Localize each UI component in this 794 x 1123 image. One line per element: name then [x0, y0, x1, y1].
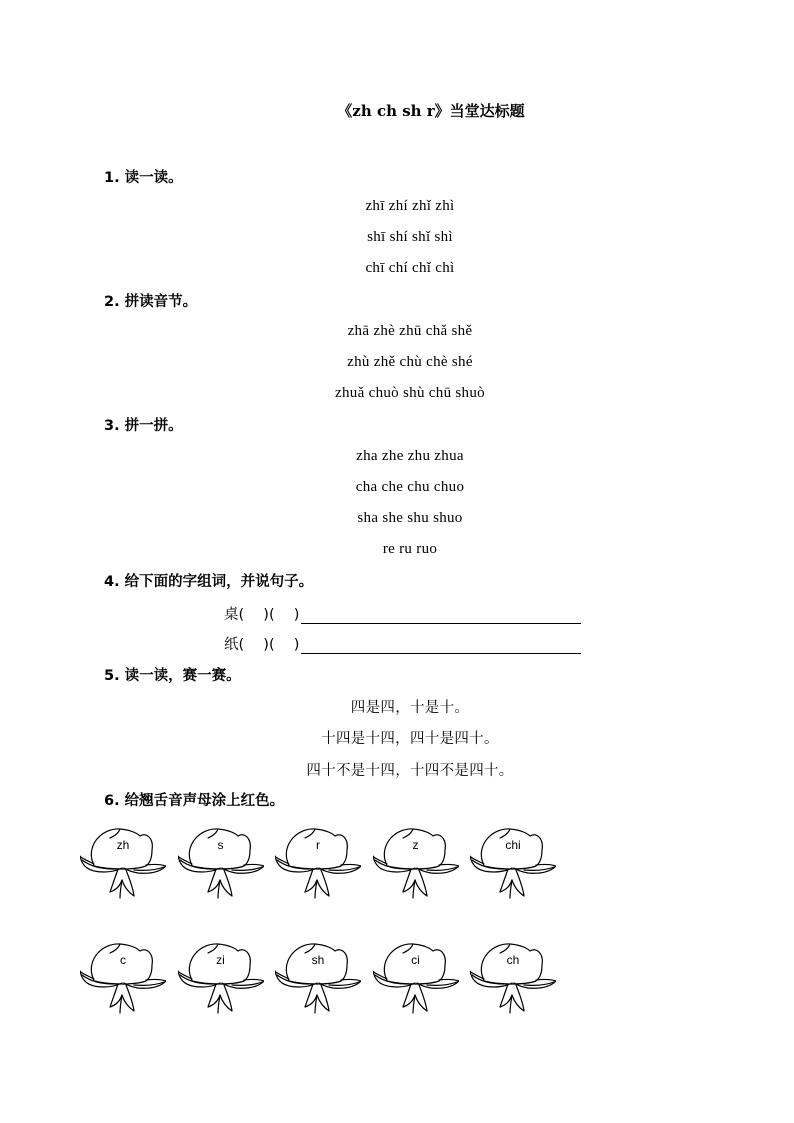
- pinyin-line: sha she shu shuo: [357, 510, 463, 526]
- pinyin-line: zhī zhí zhǐ zhì: [365, 198, 455, 214]
- section6-heading: 6. 给翘舌音声母涂上红色。: [104, 793, 285, 809]
- peach-outline: [470, 935, 556, 1015]
- peach-item[interactable]: [178, 820, 264, 900]
- peach-item[interactable]: [470, 820, 556, 900]
- section3-heading: 3. 拼一拼。: [104, 418, 183, 434]
- peach-label: z: [412, 838, 419, 852]
- peach-label: sh: [311, 953, 325, 967]
- peach-outline: [80, 935, 166, 1015]
- peach-label: s: [217, 838, 224, 852]
- peach-outline: [373, 820, 459, 900]
- pinyin-line: re ru ruo: [382, 541, 438, 557]
- peach-outline: [470, 820, 556, 900]
- pinyin-line: zhā zhè zhū chǎ shě: [347, 323, 473, 339]
- page-title: 《zh ch sh r》当堂达标题: [337, 102, 525, 120]
- peach-outline: [178, 820, 264, 900]
- section2-heading: 2. 拼读音节。: [104, 294, 198, 310]
- pinyin-line: zha zhe zhu zhua: [356, 448, 464, 464]
- peach-outline: [275, 820, 361, 900]
- peach-item[interactable]: [373, 935, 459, 1015]
- word-row: [224, 633, 581, 654]
- peach-item[interactable]: [275, 935, 361, 1015]
- section5-heading: 5. 读一读，赛一赛。: [104, 668, 241, 684]
- pinyin-line: zhuǎ chuò shù chū shuò: [335, 385, 485, 401]
- sentence-blank[interactable]: [301, 609, 581, 624]
- word-char: 桌: [224, 607, 239, 623]
- peach-item[interactable]: [275, 820, 361, 900]
- peach-label: zh: [116, 838, 130, 852]
- section4-heading: 4. 给下面的字组词，并说句子。: [104, 574, 314, 590]
- peach-label: c: [120, 953, 126, 967]
- word-row: [224, 603, 581, 624]
- answer-paren[interactable]: ( ): [238, 637, 269, 653]
- tongue-twister-line: 十四是十四，四十是四十。: [321, 731, 499, 747]
- sentence-blank[interactable]: [301, 639, 581, 654]
- pinyin-line: zhù zhě chù chè shé: [347, 354, 473, 370]
- word-char: 纸: [224, 637, 239, 653]
- peach-item[interactable]: [470, 935, 556, 1015]
- peach-outline: [80, 820, 166, 900]
- peach-item[interactable]: [373, 820, 459, 900]
- tongue-twister-line: 四十不是十四，十四不是四十。: [306, 763, 514, 779]
- peach-label: r: [316, 838, 320, 852]
- peach-label: zi: [216, 953, 225, 967]
- peach-label: ci: [411, 953, 420, 967]
- answer-paren[interactable]: ( ): [268, 637, 300, 653]
- pinyin-line: chī chí chǐ chì: [365, 260, 455, 276]
- peach-label: ch: [506, 953, 520, 967]
- pinyin-line: shī shí shǐ shì: [367, 229, 453, 245]
- section1-heading: 1. 读一读。: [104, 170, 183, 186]
- tongue-twister-line: 四是四，十是十。: [350, 700, 470, 716]
- peach-item[interactable]: [178, 935, 264, 1015]
- answer-paren[interactable]: ( ): [268, 607, 300, 623]
- peach-outline: [275, 935, 361, 1015]
- peach-outline: [373, 935, 459, 1015]
- peach-outline: [178, 935, 264, 1015]
- peach-item[interactable]: [80, 935, 166, 1015]
- peach-label: chi: [505, 838, 521, 852]
- answer-paren[interactable]: ( ): [238, 607, 269, 623]
- peach-item[interactable]: [80, 820, 166, 900]
- pinyin-line: cha che chu chuo: [355, 479, 465, 495]
